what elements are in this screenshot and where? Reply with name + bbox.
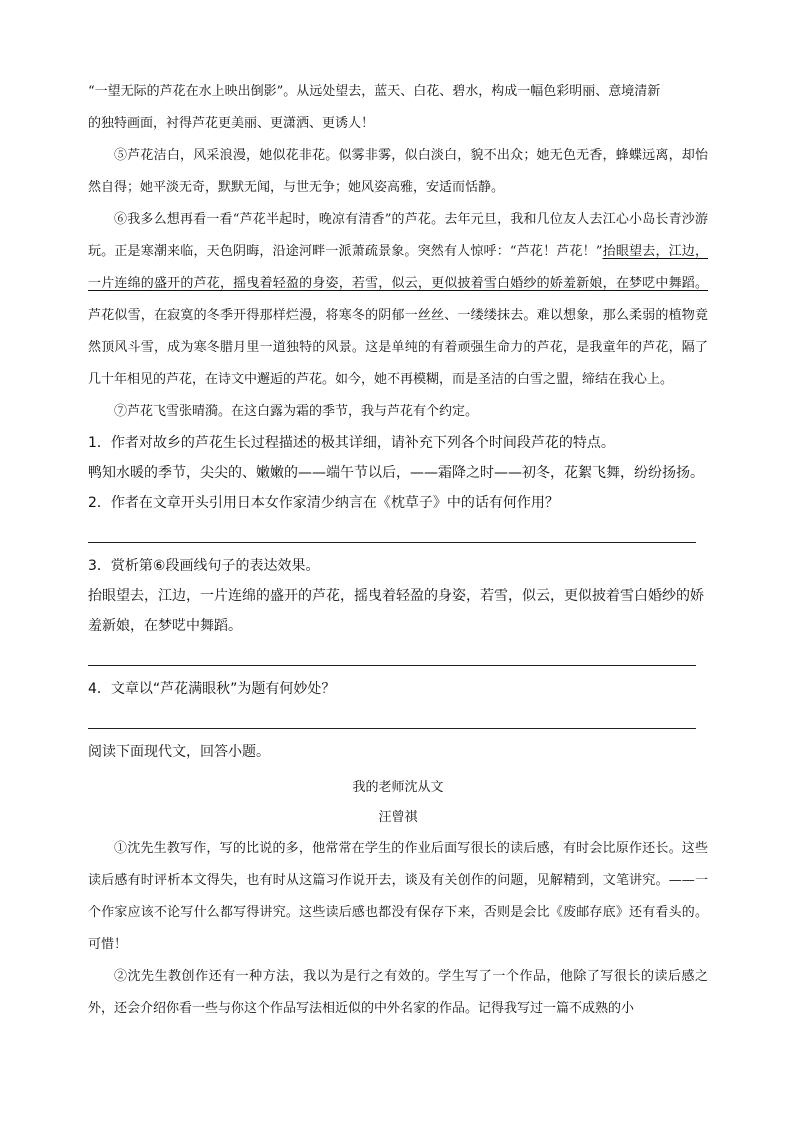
paragraph-5: ⑤芦花洁白，风采浪漫，她似花非花。似雾非雾，似白淡白，貌不出众；她无色无香，蜂蝶远离，却怡然自得；她平淡无奇，默默无闻，与世无争；她风姿高雅，安适而恬静。: [88, 148, 708, 195]
paragraph-6-underlined-sentence: 抬眼望去，江边，一片连绵的盛开的芦花，摇曳着轻盈的身姿，若雪，似云，更似披着雪白婚纱的娇羞新娘，在梦呓中舞蹈。: [88, 244, 708, 291]
question-2-answer-line[interactable]: [88, 518, 696, 543]
question-3-answer-line[interactable]: [88, 641, 696, 666]
paragraph-6-part-a: ⑥我多么想再看一看“芦花半起时，晚凉有清香”的芦花。去年元旦，我和几位友人去江心小岛长青沙游玩。正是寒潮来临，天色阴晦，沿途河畔一派萧疏景象。突然有人惊呼：“芦花！芦花！”: [88, 212, 708, 259]
article-title: 我的老师沈从文: [352, 780, 444, 795]
question-4: 4．文章以“芦花满眼秋”为题有何妙处？: [88, 681, 336, 697]
question-1-fill-line: 鸭知水暖的季节，尖尖的、嫩嫩的——端午节以后，——霜降之时——初冬，花絮飞舞，纷纷扬扬。: [88, 465, 704, 481]
article-paragraph-1: ①沈先生教写作，写的比说的多，他常常在学生的作业后面写很长的读后感，有时会比原作还长。这些读后感有时评析本文得失，也有时从这篇习作说开去，谈及有关创作的问题，见解精到，文笔讲究。——一个作家应该不论写什么都写得讲究。这些读后感也都没有保存下来，否则是会比《废邮存底》还有看头的。可惜！: [88, 841, 708, 952]
document-content: [88, 76, 708, 1025]
question-3: 3．赏析第⑥段画线句子的表达效果。: [88, 558, 320, 574]
paragraph-6: [88, 204, 708, 396]
reading-instruction: 阅读下面现代文，回答小题。: [88, 744, 270, 760]
paragraph-continued-line2: 的独特画面，衬得芦花更美丽、更潇洒、更诱人！: [88, 116, 375, 131]
question-4-answer-line[interactable]: [88, 704, 696, 729]
paragraph-6-part-b: 芦花似雪，在寂寞的冬季开得那样烂漫，将寒冬的阴郁一丝丝、一缕缕抹去。难以想象，那么柔弱的植物竟然顶风斗雪，成为寒冬腊月里一道独特的风景。这是单纯的有着顽强生命力的芦花，是我童年的芦花，隔了几十年相见的芦花，在诗文中邂逅的芦花。如今，她不再模糊，而是圣洁的白雪之盟，缔结在我心上。: [88, 308, 708, 387]
question-2: 2．作者在文章开头引用日本女作家清少纳言在《枕草子》中的话有何作用？: [88, 495, 559, 511]
paragraph-continued-line1: “一望无际的芦花在水上映出倒影”。从远处望去，蓝天、白花、碧水，构成一幅色彩明丽、意境清新: [88, 84, 661, 99]
question-3-quoted-sentence: 抬眼望去，江边，一片连绵的盛开的芦花，摇曳着轻盈的身姿，若雪，似云，更似披着雪白婚纱的娇羞新娘，在梦呓中舞蹈。: [88, 588, 704, 634]
question-1: 1．作者对故乡的芦花生长过程描述的极其详细，请补充下列各个时间段芦花的特点。: [88, 435, 615, 451]
article-paragraph-2: ②沈先生教创作还有一种方法，我以为是行之有效的。学生写了一个作品，他除了写很长的读后感之外，还会介绍你看一些与你这个作品写法相近似的中外名家的作品。记得我写过一篇不成熟的小: [88, 969, 708, 1016]
article-author: 汪曾祺: [378, 810, 418, 825]
paragraph-7: ⑦芦花飞雪张晴漪。在这白露为霜的季节，我与芦花有个约定。: [114, 404, 479, 419]
